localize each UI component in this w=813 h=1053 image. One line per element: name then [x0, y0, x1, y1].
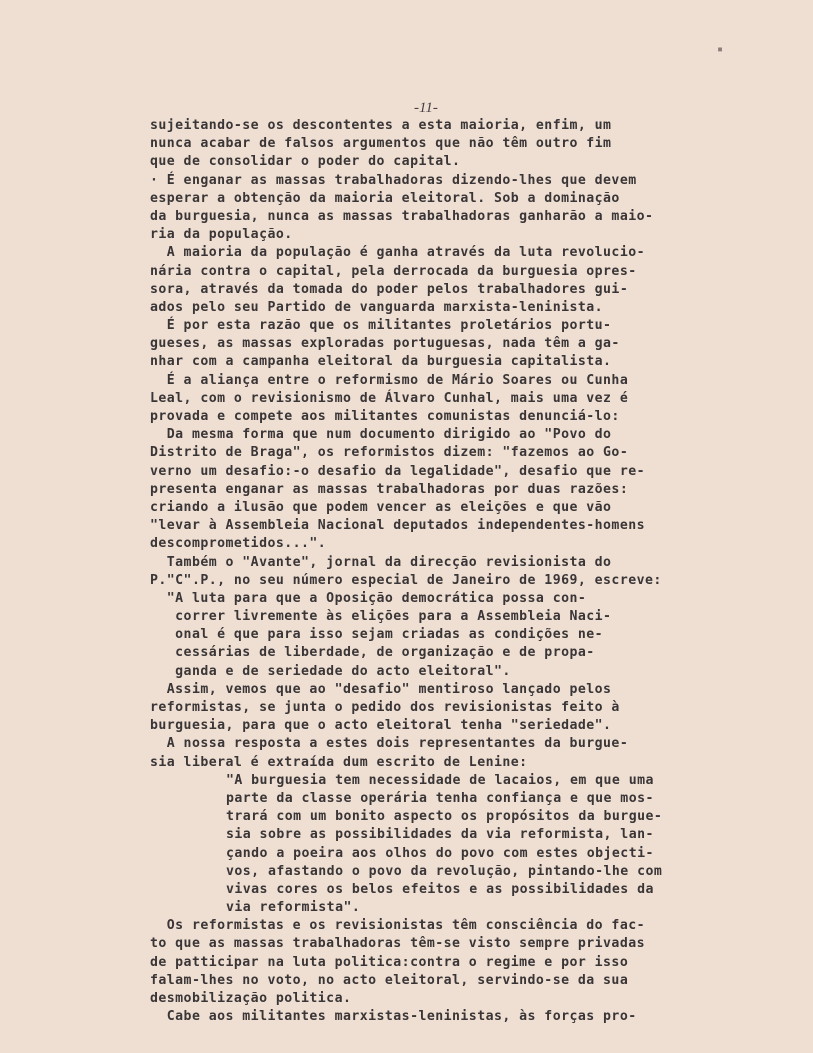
text-line: sora, através da tomada do poder pelos trabalhadores gui- [150, 281, 629, 297]
text-line: descomprometidos...". [150, 536, 327, 552]
text-line: parte da classe operária tenha confiança e que mos- [226, 790, 654, 806]
text-line: · É enganar as massas trabalhadoras dizendo-lhes que devem [150, 172, 637, 188]
text-line: Cabe aos militantes marxistas-leninistas, às forças pro- [150, 1009, 637, 1025]
text-line: falam-lhes no voto, no acto eleitoral, servindo-se da sua [150, 972, 629, 988]
text-line: presenta enganar as massas trabalhadoras por duas razões: [150, 481, 629, 497]
text-line: que de consolidar o poder do capital. [150, 154, 461, 170]
text-line: to que as massas trabalhadoras têm-se visto sempre privadas [150, 936, 645, 952]
text-line: Os reformistas e os revisionistas têm consciência do fac- [150, 918, 645, 934]
speck-mark: ▪ [717, 44, 724, 55]
text-line: Leal, com o revisionismo de Álvaro Cunhal, mais uma vez é [150, 390, 629, 406]
text-line: sujeitando-se os descontentes a esta maioria, enfim, um [150, 118, 612, 133]
text-line: A maioria da população é ganha através da luta revolucio- [150, 245, 645, 261]
text-line: provada e compete aos militantes comunistas denunciá-lo: [150, 409, 620, 424]
text-line: da burguesia, nunca as massas trabalhadoras ganharão a maio- [150, 208, 654, 224]
text-line: "levar à Assembleia Nacional deputados independentes-homens [150, 518, 645, 534]
text-line: esperar a obtenção da maioria eleitoral. Sob a dominação [150, 190, 620, 206]
page-number: -11- [414, 100, 438, 116]
body-text [150, 117, 790, 1026]
text-line: ganda e de seriedade do acto eleitoral". [150, 663, 511, 679]
text-line: "A burguesia tem necessidade de lacaios, em que uma [226, 772, 654, 788]
text-line: reformistas, se junta o pedido dos revisionistas feito à [150, 700, 620, 715]
text-line: de patticipar na luta politica:contra o regime e por isso [150, 954, 629, 970]
text-line: via reformista". [226, 900, 361, 916]
text-line: burguesia, para que o acto eleitoral tenha "seriedade". [150, 718, 612, 734]
text-line: É por esta razão que os militantes proletários portu- [150, 318, 612, 334]
text-line: Da mesma forma que num documento dirigido ao "Povo do [150, 427, 612, 443]
text-line: ria da população. [150, 227, 293, 243]
text-line: Distrito de Braga", os reformistos dizem: "fazemos ao Go- [150, 445, 629, 461]
text-line: desmobilização politica. [150, 991, 352, 1006]
text-line: Assim, vemos que ao "desafio" mentiroso lançado pelos [150, 681, 612, 697]
text-line: criando a ilusão que podem vencer as eleições e que vão [150, 499, 612, 515]
text-line: onal é que para isso sejam criadas as condições ne- [150, 627, 604, 643]
text-line: Também o "Avante", jornal da direcção revisionista do [150, 554, 612, 570]
text-line: "A luta para que a Oposição democrática possa con- [150, 590, 587, 606]
text-line: cessárias de liberdade, de organização e de propa- [150, 645, 595, 661]
text-line: gueses, as massas exploradas portuguesas, nada têm a ga- [150, 336, 620, 352]
text-line: sia liberal é extraída dum escrito de Lenine: [150, 754, 528, 770]
text-line: É a aliança entre o reformismo de Mário Soares ou Cunha [150, 372, 629, 388]
text-line: nunca acabar de falsos argumentos que não têm outro fim [150, 136, 612, 152]
text-line: correr livremente às eliçōes para a Assembleia Naci- [150, 609, 612, 625]
text-line: ados pelo seu Partido de vanguarda marxista-leninista. [150, 299, 604, 315]
text-line: A nossa resposta a estes dois representantes da burgue- [150, 736, 629, 752]
text-line: verno um desafio:-o desafio da legalidade", desafio que re- [150, 463, 645, 479]
text-line: vos, afastando o povo da revolução, pintando-lhe com [226, 863, 663, 879]
text-line: nhar com a campanha eleitoral da burguesia capitalista. [150, 354, 612, 370]
text-line: P."C".P., no seu número especial de Janeiro de 1969, escreve: [150, 572, 662, 588]
text-line: vivas cores os belos efeitos e as possibilidades da [226, 881, 654, 897]
text-line: sia sobre as possibilidades da via reformista, lan- [226, 827, 654, 843]
text-line: çando a poeira aos olhos do povo com estes objecti- [226, 845, 654, 861]
text-line: nária contra o capital, pela derrocada da burguesia opres- [150, 263, 637, 279]
text-line: trará com um bonito aspecto os propósitos da burgue- [226, 809, 663, 825]
